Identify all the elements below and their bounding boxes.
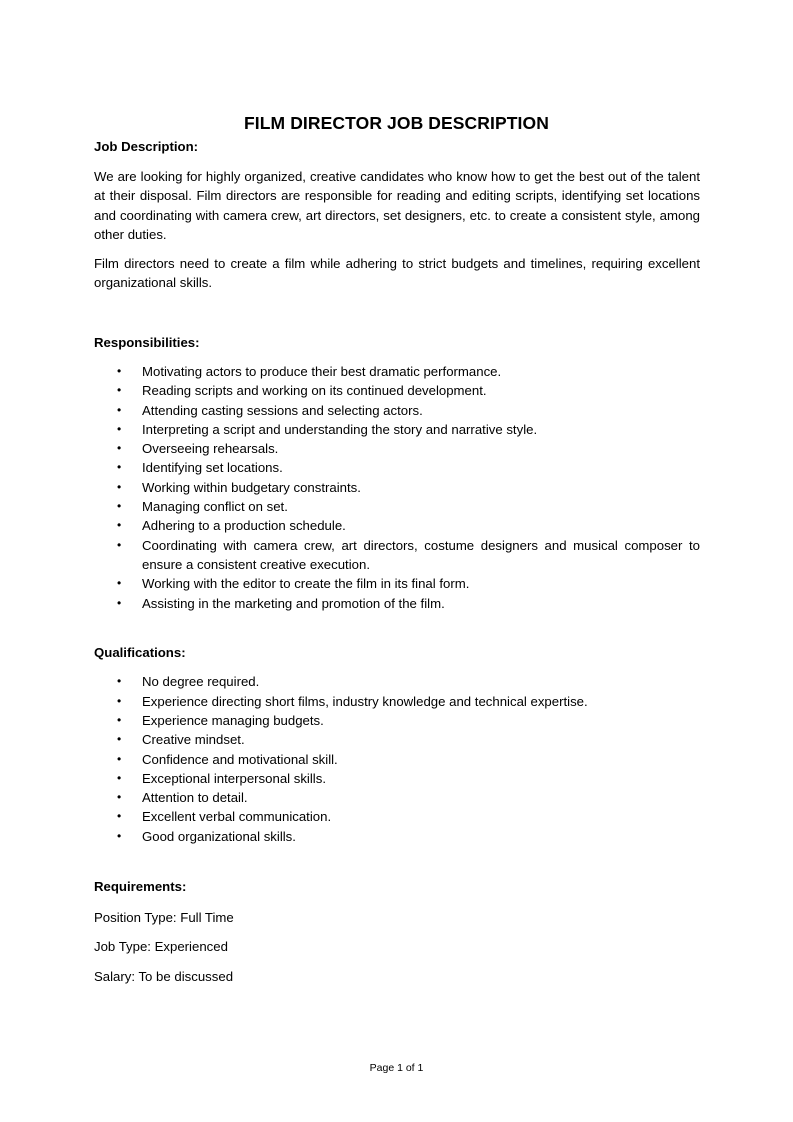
bullet-icon: • — [117, 479, 122, 494]
document-body — [94, 137, 700, 986]
list-item — [94, 711, 700, 730]
list-item — [94, 458, 700, 477]
list-item — [94, 807, 700, 826]
bullet-icon: • — [117, 460, 122, 475]
list-item — [94, 478, 700, 497]
bullet-icon: • — [117, 595, 122, 610]
bullet-icon: • — [117, 790, 122, 805]
list-item-text: Overseeing rehearsals. — [142, 441, 279, 457]
list-item-text: Managing conflict on set. — [142, 499, 288, 515]
bullet-icon: • — [117, 402, 122, 417]
qualifications-heading: Qualifications: — [94, 644, 186, 660]
list-item — [94, 497, 700, 516]
list-item — [94, 401, 700, 420]
bullet-icon: • — [117, 809, 122, 824]
list-item — [94, 750, 700, 769]
list-item — [94, 536, 700, 575]
responsibilities-list — [94, 362, 700, 613]
bullet-icon: • — [117, 770, 122, 785]
list-item-text: Exceptional interpersonal skills. — [142, 770, 326, 786]
list-item — [94, 730, 700, 749]
bullet-icon: • — [117, 421, 122, 436]
bullet-icon: • — [117, 732, 122, 747]
list-item-text: Identifying set locations. — [142, 460, 283, 476]
responsibilities-heading: Responsibilities: — [94, 334, 200, 350]
list-item-text: No degree required. — [142, 674, 260, 690]
bullet-icon: • — [117, 576, 122, 591]
page-number: Page 1 of 1 — [369, 1062, 424, 1074]
list-item — [94, 672, 700, 691]
document-title: FILM DIRECTOR JOB DESCRIPTION — [244, 113, 549, 133]
list-item-text: Experience directing short films, industry knowledge and technical expertise. — [142, 693, 588, 709]
list-item — [94, 769, 700, 788]
bullet-icon: • — [117, 828, 122, 843]
list-item — [94, 827, 700, 846]
bullet-icon: • — [117, 693, 122, 708]
list-item-text: Working with the editor to create the film in its final form. — [142, 576, 470, 592]
list-item — [94, 381, 700, 400]
list-item — [94, 420, 700, 439]
list-item-text: Experience managing budgets. — [142, 712, 324, 728]
bullet-icon: • — [117, 712, 122, 727]
bullet-icon: • — [117, 674, 122, 689]
job-description-heading: Job Description: — [94, 139, 199, 154]
list-item-text: Good organizational skills. — [142, 828, 296, 844]
list-item-text: Assisting in the marketing and promotion of the film. — [142, 595, 445, 611]
list-item — [94, 594, 700, 613]
list-item-text: Attention to detail. — [142, 790, 248, 806]
list-item-text: Adhering to a production schedule. — [142, 518, 346, 534]
bullet-icon: • — [117, 499, 122, 514]
bullet-icon: • — [117, 383, 122, 398]
job-description-paragraph-1: We are looking for highly organized, creative candidates who know how to get the best out of the talent at their disposal. Film directors are responsible for reading and editing scripts, identifying set locations and coordinating with camera crew, art directors, set designers, etc. to create a consistent style, among other duties. — [94, 168, 700, 242]
list-item — [94, 574, 700, 593]
bullet-icon: • — [117, 518, 122, 533]
bullet-icon: • — [117, 751, 122, 766]
bullet-icon: • — [117, 537, 122, 552]
list-item-text: Interpreting a script and understanding the story and narrative style. — [142, 421, 538, 437]
job-description-paragraph-2: Film directors need to create a film while adhering to strict budgets and timelines, requiring excellent organizational skills. — [94, 255, 700, 290]
list-item-text: Working within budgetary constraints. — [142, 479, 361, 495]
qualifications-list — [94, 672, 700, 846]
list-item-text: Creative mindset. — [142, 732, 245, 748]
list-item-text: Attending casting sessions and selecting actors. — [142, 402, 423, 418]
list-item — [94, 362, 700, 381]
bullet-icon: • — [117, 441, 122, 456]
list-item-text: Reading scripts and working on its continued development. — [142, 383, 487, 399]
list-item-text: Coordinating with camera crew, art directors, costume designers and musical composer to ensure a consistent creative execution. — [142, 537, 700, 572]
list-item-text: Excellent verbal communication. — [142, 809, 332, 825]
salary: Salary: To be discussed — [94, 968, 234, 984]
list-item — [94, 692, 700, 711]
requirements-heading: Requirements: — [94, 879, 187, 895]
bullet-icon: • — [117, 364, 122, 378]
list-item-text: Motivating actors to produce their best dramatic performance. — [142, 364, 502, 379]
list-item-text: Confidence and motivational skill. — [142, 751, 338, 767]
list-item — [94, 439, 700, 458]
list-item — [94, 516, 700, 535]
job-type: Job Type: Experienced — [94, 939, 228, 955]
list-item — [94, 788, 700, 807]
position-type: Position Type: Full Time — [94, 909, 234, 925]
